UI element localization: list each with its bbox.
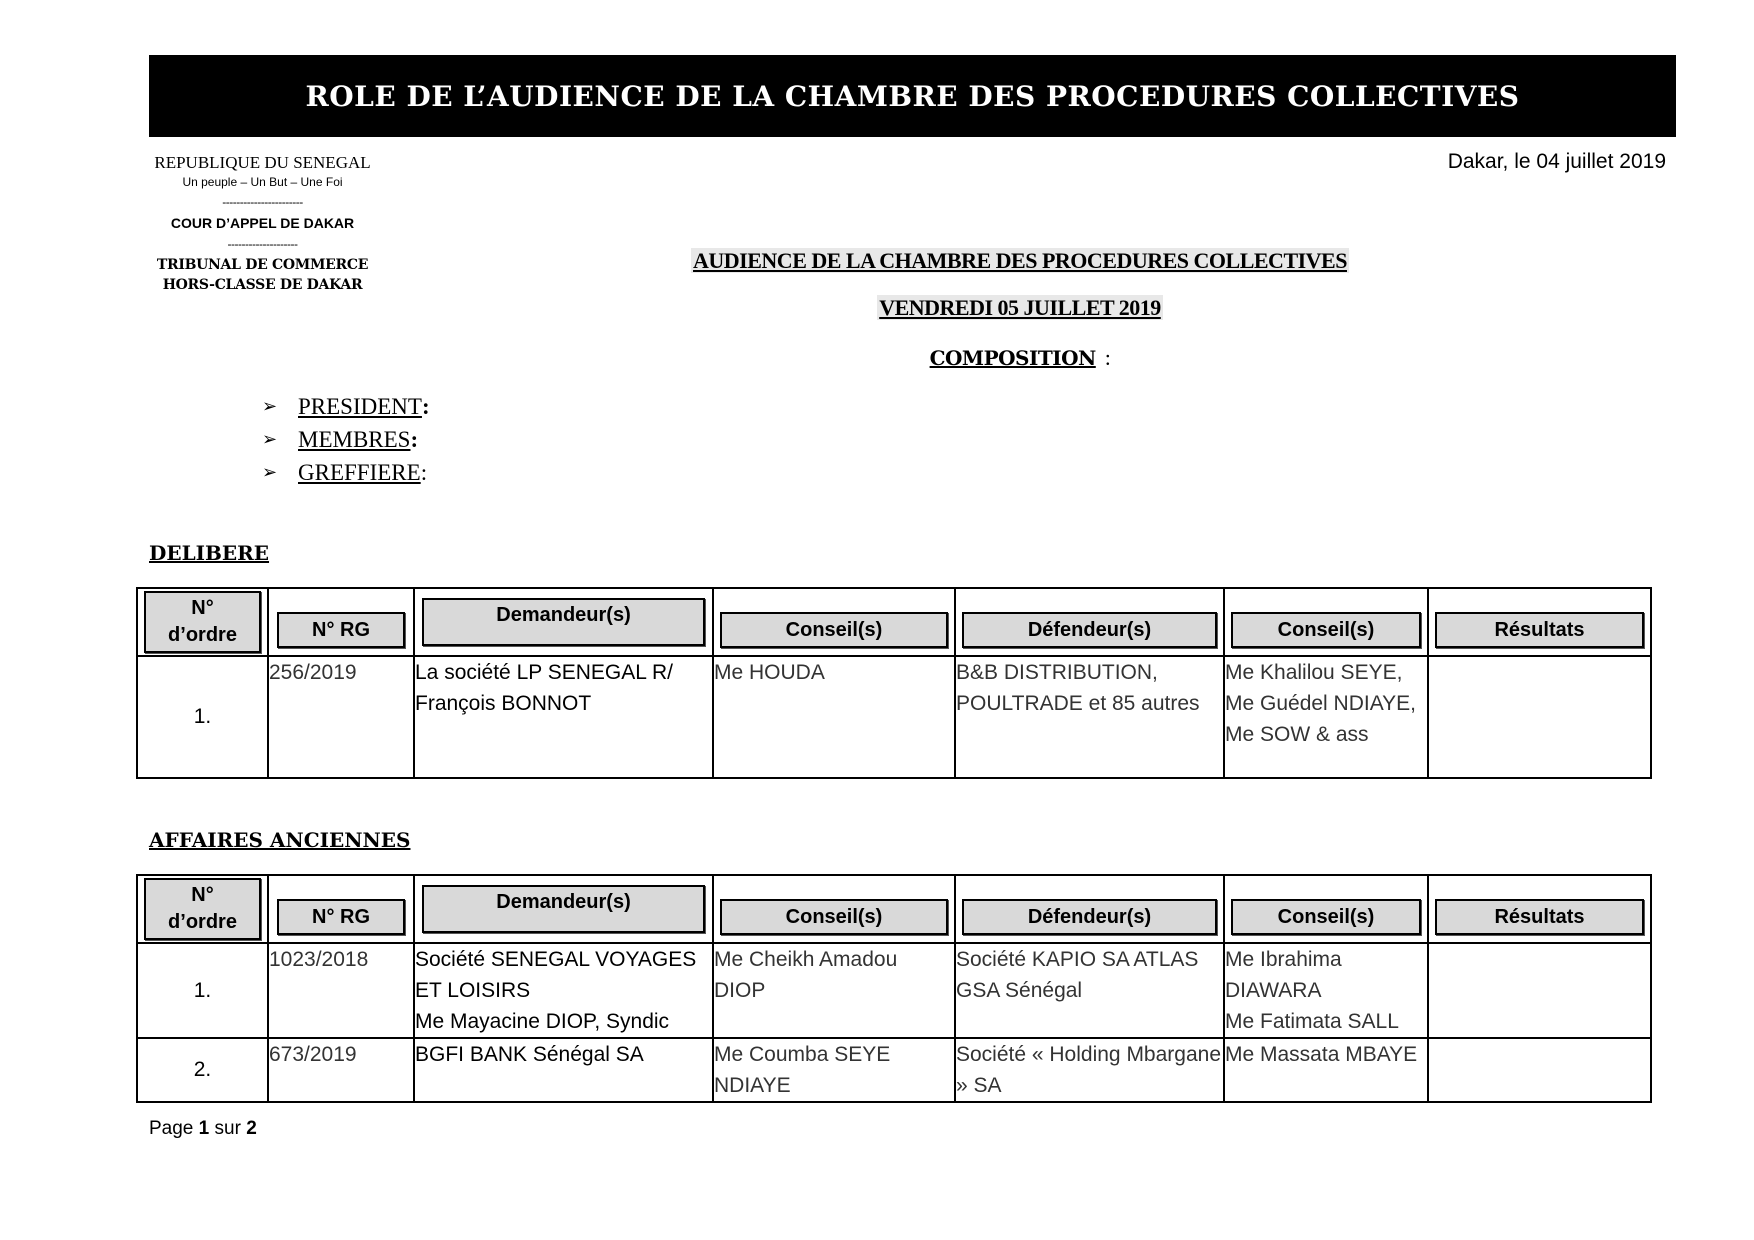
list-item: ➢ GREFFIERE : xyxy=(262,459,428,485)
header-rg: N° RG xyxy=(277,612,405,648)
separator: ----------------------- xyxy=(222,195,303,209)
section-title-delibere: DELIBERE xyxy=(149,541,270,565)
header-ordre: N° d’ordre xyxy=(144,878,261,940)
composition-list xyxy=(262,390,430,489)
header-conseil: Conseil(s) xyxy=(720,612,948,648)
ordre-cell: 2. xyxy=(137,1038,268,1102)
court-name: COUR D’APPEL DE DAKAR xyxy=(170,215,355,231)
separator: -------------------- xyxy=(227,237,298,251)
total-page-number: 2 xyxy=(246,1118,257,1139)
document-date: Dakar, le 04 juillet 2019 xyxy=(1447,150,1666,173)
table-row xyxy=(137,1038,1651,1102)
conseil-cell: Me Cheikh Amadou DIOP xyxy=(713,943,955,1038)
hearing-date: VENDREDI 05 JUILLET 2019 xyxy=(879,295,1161,320)
defendeur-cell: Société « Holding Mbargane » SA xyxy=(955,1038,1224,1102)
header-conseil-defendeur: Conseil(s) xyxy=(1231,612,1421,648)
conseil-defendeur-cell: Me Khalilou SEYE, Me Guédel NDIAYE, Me SOW & ass xyxy=(1224,656,1428,778)
header-defendeur: Défendeur(s) xyxy=(962,899,1217,935)
composition-heading: COMPOSITION : xyxy=(929,345,1111,370)
greffiere-label: GREFFIERE xyxy=(298,459,421,485)
tribunal-name: HORS-CLASSE DE DAKAR xyxy=(162,277,363,293)
arrow-bullet-icon: ➢ xyxy=(262,396,278,416)
list-item: ➢ MEMBRES : xyxy=(262,426,419,452)
rg-cell: 256/2019 xyxy=(268,656,414,778)
tribunal-name: TRIBUNAL DE COMMERCE xyxy=(156,257,369,273)
resultats-cell xyxy=(1428,1038,1651,1102)
rg-cell: 673/2019 xyxy=(268,1038,414,1102)
republic-motto: Un peuple – Un But – Une Foi xyxy=(182,175,343,189)
list-item: ➢ PRESIDENT : xyxy=(262,393,430,419)
header-demandeur: Demandeur(s) xyxy=(422,885,705,933)
conseil-defendeur-cell: Me Ibrahima DIAWARA Me Fatimata SALL xyxy=(1224,943,1428,1038)
arrow-bullet-icon: ➢ xyxy=(262,429,278,449)
table-header-row xyxy=(137,875,1651,943)
ordre-cell: 1. xyxy=(137,656,268,778)
header-conseil: Conseil(s) xyxy=(720,899,948,935)
president-label: PRESIDENT xyxy=(298,393,422,419)
header-ordre: N° d’ordre xyxy=(144,591,261,653)
table-row xyxy=(137,656,1651,778)
resultats-cell xyxy=(1428,656,1651,778)
hearing-title: AUDIENCE DE LA CHAMBRE DES PROCEDURES COLLECTIVES xyxy=(693,248,1347,273)
defendeur-cell: B&B DISTRIBUTION, POULTRADE et 85 autres xyxy=(955,656,1224,778)
conseil-cell: Me HOUDA xyxy=(713,656,955,778)
affaires-anciennes-table xyxy=(136,874,1652,1103)
section-title-affaires-anciennes: AFFAIRES ANCIENNES xyxy=(149,828,411,852)
demandeur-cell: BGFI BANK Sénégal SA xyxy=(414,1038,713,1102)
republic-name: REPUBLIQUE DU SENEGAL xyxy=(154,153,371,172)
header-demandeur: Demandeur(s) xyxy=(422,598,705,646)
defendeur-cell: Société KAPIO SA ATLAS GSA Sénégal xyxy=(955,943,1224,1038)
page-footer: Page 1 sur 2 xyxy=(149,1118,257,1139)
document-banner: ROLE DE L’AUDIENCE DE LA CHAMBRE DES PROCEDURES COLLECTIVES xyxy=(149,55,1676,137)
demandeur-cell: Société SENEGAL VOYAGES ET LOISIRS Me Mayacine DIOP, Syndic xyxy=(414,943,713,1038)
members-label: MEMBRES xyxy=(298,426,411,452)
rg-cell: 1023/2018 xyxy=(268,943,414,1038)
header-resultats: Résultats xyxy=(1435,899,1644,935)
resultats-cell xyxy=(1428,943,1651,1038)
table-header-row xyxy=(137,588,1651,656)
current-page-number: 1 xyxy=(198,1118,210,1139)
republic-header xyxy=(130,154,395,292)
conseil-defendeur-cell: Me Massata MBAYE xyxy=(1224,1038,1428,1102)
header-conseil-defendeur: Conseil(s) xyxy=(1231,899,1421,935)
demandeur-cell: La société LP SENEGAL R/ François BONNOT xyxy=(414,656,713,778)
header-defendeur: Défendeur(s) xyxy=(962,612,1217,648)
conseil-cell: Me Coumba SEYE NDIAYE xyxy=(713,1038,955,1102)
table-row xyxy=(137,943,1651,1038)
arrow-bullet-icon: ➢ xyxy=(262,462,278,482)
ordre-cell: 1. xyxy=(137,943,268,1038)
header-resultats: Résultats xyxy=(1435,612,1644,648)
delibere-table xyxy=(136,587,1652,779)
header-rg: N° RG xyxy=(277,899,405,935)
